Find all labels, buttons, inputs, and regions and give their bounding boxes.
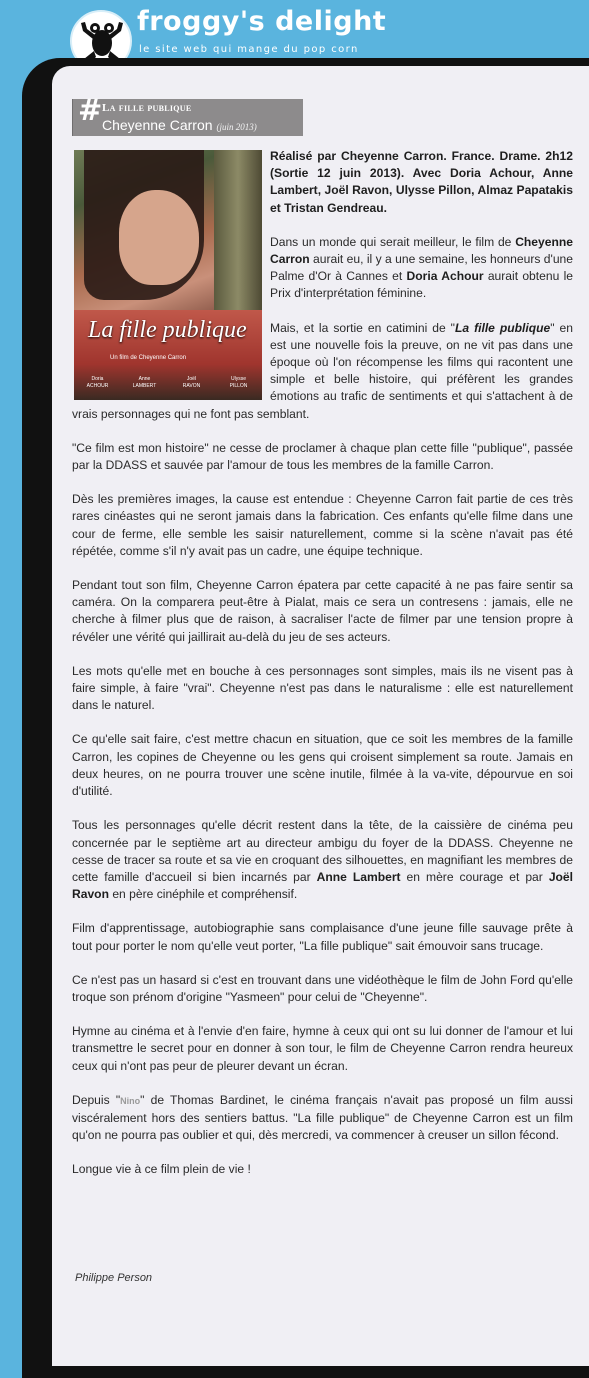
film-title: La fille publique — [102, 102, 192, 114]
poster-cast — [74, 376, 262, 390]
poster-title: La fille publique — [88, 317, 247, 343]
author-signature: Philippe Person — [75, 1272, 153, 1284]
film-poster — [74, 150, 262, 400]
article-title-box — [72, 93, 303, 136]
paragraph: "Ce film est mon histoire" ne cesse de proclamer à chaque plan cette fille "publique", passée par la DDASS et sauvée par l'amour de tous les membres de la famille Carron. — [72, 440, 573, 473]
director-line — [102, 117, 257, 133]
paragraph: Tous les personnages qu'elle décrit restent dans la tête, de la caissière de cinéma peu concernée par le septième art au directeur ambigu du foyer de la DDASS. Cheyenne ne cesse de tracer sa route et sa vie en croquant des silhouettes, en magnifiant les membres de cette famille d'accueil si bien incarnés par Anne Lambert en mère courage et par Joël Ravon en père cinéphile et compréhensif. — [72, 818, 574, 902]
paragraph: Longue vie à ce film plein de vie ! — [72, 1162, 251, 1177]
paragraph: Depuis "Nino" de Thomas Bardinet, le cinéma français n'avait pas proposé un film aussi viscéralement hors des sentiers battus. "La fille publique" de Cheyenne Carron est un film qu'on ne pourra pas oublier et qui, dès mercredi, va commencer à creuser un sillon fécond. — [72, 1092, 573, 1143]
poster-cast-member: Joël RAVON — [182, 376, 201, 389]
publication-date: (juin 2013) — [216, 122, 257, 132]
article-body — [72, 148, 573, 1196]
poster-subtitle: Un film de Cheyenne Carron — [110, 355, 187, 361]
paragraph: Mais, et la sortie en catimini de "La fille publique" en est une nouvelle fois la preuve, on ne vit pas dans une époque où l'on récompense les films qui racontent une simple et belle histoire, qui préfèrent les grandes émotions au trafic de sentiments et qui s'attachent à de vrais personnages qui ne font pas semblant. — [72, 320, 573, 421]
hash-icon: # — [78, 93, 103, 127]
poster-cast-member: Doria ACHOUR — [86, 376, 109, 389]
director-name: Cheyenne Carron — [102, 117, 213, 133]
paragraph: Ce qu'elle sait faire, c'est mettre chacun en situation, que ce soit les membres de la famille Carron, les copines de Cheyenne ou les gens qui croisent simplement sa route. Jamais en deux heures, on ne pourra trouver une scène inutile, filmée à la va-vite, dépourvue en soi d'utilité. — [72, 732, 573, 799]
paragraph: Les mots qu'elle met en bouche à ces personnages sont simples, mais ils ne visent pas à faire simple, à faire "vrai". Cheyenne n'est pas dans le naturalisme : elle est naturellement dans le naturel. — [72, 663, 573, 713]
poster-cast-member: Anne LAMBERT — [132, 376, 157, 389]
site-header — [0, 0, 589, 62]
paragraph: Dès les premières images, la cause est entendue : Cheyenne Carron fait partie de ces très rares cinéastes qui ne seront jamais dans la fabrication. Ces enfants qu'elle filme dans une cour de ferme, elle semble les saisir naturellement, comme si la scène n'avait pas été répétée, comme s'il n'y avait pas un cadre, une équipe technique. — [72, 492, 573, 558]
poster-cast-member: Ulysse PILLON — [229, 376, 248, 389]
paragraph: Pendant tout son film, Cheyenne Carron épatera par cette capacité à ne pas faire sentir sa caméra. On la comparera peut-être à Pialat, mais ce sera un contresens : jamais, elle ne cherche à filmer plus que de raison, à sacraliser l'acte de filmer par une tension propre à révéler une vérité qui jaillirait au-delà du jeu de ses acteurs. — [72, 578, 573, 644]
paragraph: Hymne au cinéma et à l'envie d'en faire, hymne à ceux qui ont su lui donner de l'amour et lui transmettre le secret pour en donner à son tour, le film de Cheyenne Carron rendra heureux ceux qui n'ont pas peur de pleurer devant un écran. — [72, 1024, 573, 1073]
site-title[interactable]: froggy's delight — [137, 6, 387, 37]
paragraph: Ce n'est pas un hasard si c'est en trouvant dans une vidéothèque le film de John Ford qu'elle troque son prénom d'origine "Yasmeen" pour celui de "Cheyenne". — [72, 972, 573, 1004]
nino-link[interactable]: Nino — [120, 1095, 141, 1106]
site-tagline: le site web qui mange du pop corn — [139, 44, 359, 55]
poster-face — [119, 190, 199, 285]
film-credits: Réalisé par Cheyenne Carron. France. Drame. 2h12 (Sortie 12 juin 2013). Avec Doria Achour, Anne Lambert, Joël Ravon, Ulysse Pillon, Almaz Papatakis et Tristan Gendreau. — [270, 149, 573, 215]
paragraph: Film d'apprentissage, autobiographie sans complaisance d'une jeune fille sauvage prête à tout pour porter le nom qu'elle veut porter, "La fille publique" sait émouvoir sans trucage. — [72, 921, 573, 953]
paragraph: Dans un monde qui serait meilleur, le film de Cheyenne Carron aurait eu, il y a une semaine, les honneurs d'une Palme d'Or à Cannes et Doria Achour aurait obtenu le Prix d'interprétation féminine. — [270, 234, 573, 301]
